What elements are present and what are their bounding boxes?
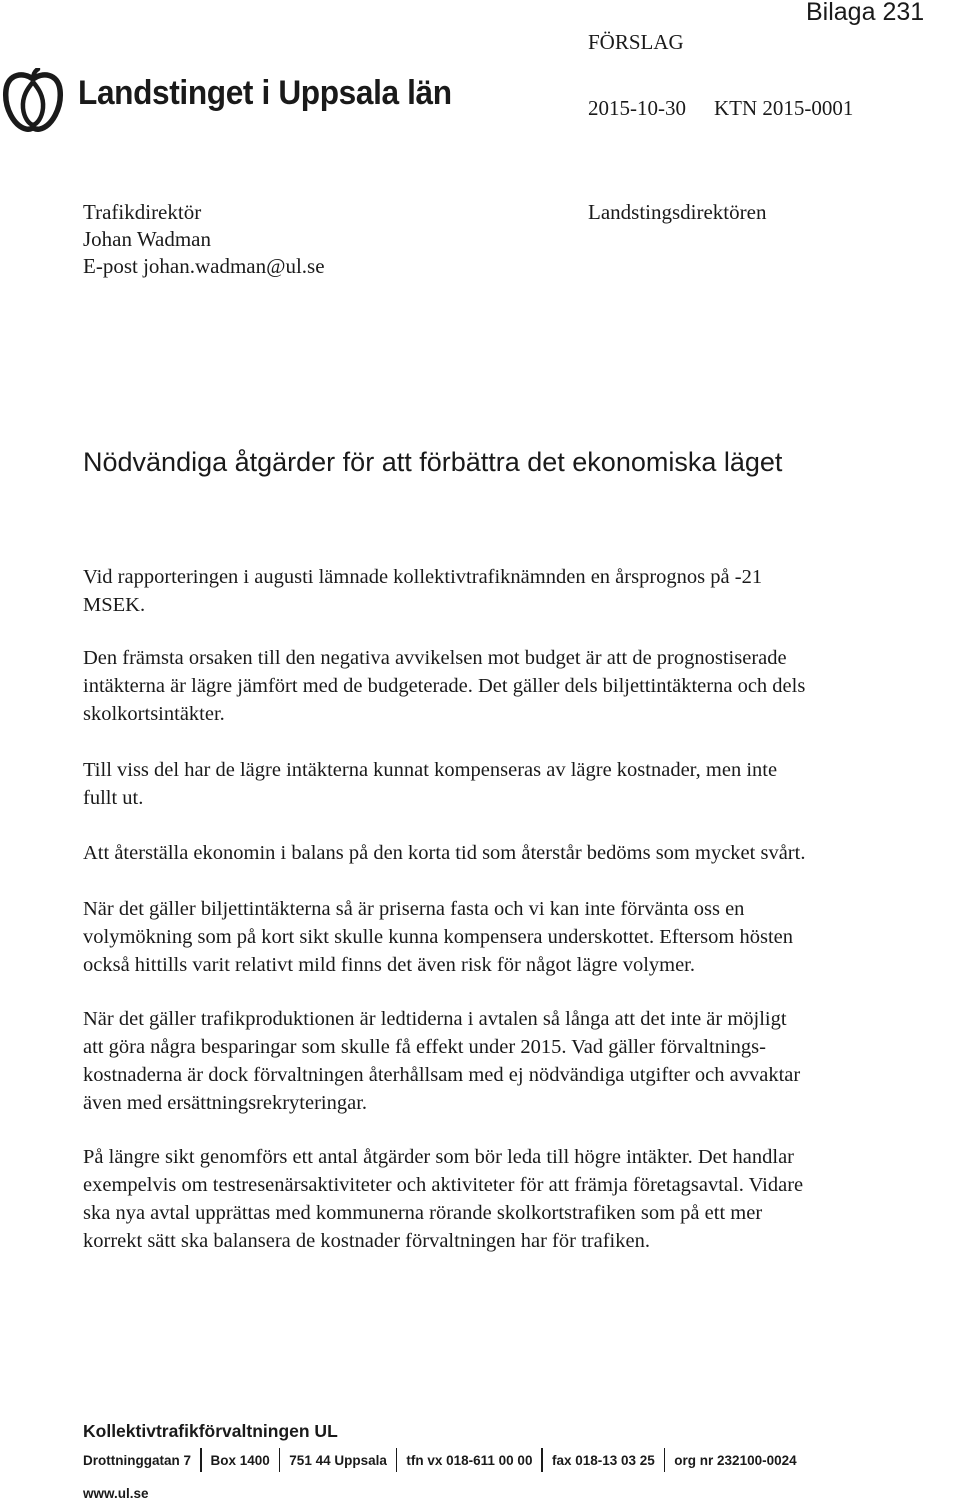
paragraph-line: korrekt sätt ska balansera de kostnader förvaltningen har för trafiken. <box>83 1230 650 1252</box>
paragraph <box>83 1143 933 1255</box>
footer-phone: tfn vx 018-611 00 00 <box>406 1452 533 1468</box>
recipient: Landstingsdirektören <box>588 200 767 224</box>
document-date: 2015-10-30 <box>588 96 686 120</box>
footer-postal: 751 44 Uppsala <box>289 1452 387 1468</box>
paragraph-line: intäkterna är lägre jämfört med de budgeterade. Det gäller dels biljettintäkterna och dels <box>83 675 806 697</box>
sender-email: E-post johan.wadman@ul.se <box>83 254 325 278</box>
paragraph-line: också hittills varit relativt mild finns det även risk för något lägre volymer. <box>83 954 696 976</box>
paragraph-line: exempelvis om testresenärsaktiviteter och aktiviteter för att främja företagsavtal. Vidare <box>83 1174 804 1196</box>
paragraph-line: Att återställa ekonomin i balans på den korta tid som återstår bedöms som mycket svårt. <box>83 842 806 864</box>
document-title: Nödvändiga åtgärder för att förbättra det ekonomiska läget <box>83 447 783 477</box>
attachment-label: Bilaga 231 <box>806 0 925 26</box>
paragraph-line: Vid rapporteringen i augusti lämnade kollektivtrafiknämnden en årsprognos på -21 <box>83 566 763 588</box>
paragraph-line: När det gäller biljettintäkterna så är priserna fasta och vi kan inte förvänta oss en <box>83 898 745 920</box>
paragraph-line: På längre sikt genomförs ett antal åtgärder som bör leda till högre intäkter. Det handlar <box>83 1146 795 1168</box>
paragraph-line: att göra några besparingar som skulle få effekt under 2015. Vad gäller förvaltnings- <box>83 1036 766 1058</box>
footer-box: Box 1400 <box>210 1452 270 1468</box>
sender-name: Johan Wadman <box>83 227 211 251</box>
footer-contact-row <box>83 1448 806 1472</box>
sender-role: Trafikdirektör <box>83 200 202 224</box>
paragraph-line: även med ersättningsrekryteringar. <box>83 1092 368 1114</box>
paragraph <box>83 895 933 979</box>
paragraph-line: När det gäller trafikproduktionen är ledtiderna i avtalen så långa att det inte är möjligt <box>83 1008 787 1030</box>
footer-website-link[interactable]: www.ul.se <box>83 1486 149 1501</box>
logo-wordmark: Landstinget i Uppsala län <box>78 74 452 112</box>
paragraph <box>83 1005 933 1117</box>
paragraph-line: ska nya avtal upprättas med kommunerna rörande skolkortstrafiken som på ett mer <box>83 1202 763 1224</box>
footer-org-number: org nr 232100-0024 <box>674 1452 797 1468</box>
date-and-case <box>588 96 853 121</box>
footer-address: Drottninggatan 7 <box>83 1452 191 1468</box>
paragraph-line: MSEK. <box>83 594 146 616</box>
paragraph <box>83 839 933 867</box>
case-number: KTN 2015-0001 <box>714 96 854 120</box>
apple-logo-icon <box>2 68 64 132</box>
paragraph-line: Till viss del har de lägre intäkterna kunnat kompenseras av lägre kostnader, men inte <box>83 759 778 781</box>
document-status: FÖRSLAG <box>588 30 684 54</box>
sender-block <box>83 199 325 280</box>
paragraph <box>83 756 933 812</box>
footer-fax: fax 018-13 03 25 <box>551 1452 655 1468</box>
paragraph-line: fullt ut. <box>83 787 144 809</box>
paragraph-line: skolkortsintäkter. <box>83 703 225 725</box>
paragraph <box>83 563 933 619</box>
footer-organization: Kollektivtrafikförvaltningen UL <box>83 1421 338 1441</box>
paragraph-line: kostnaderna är dock förvaltningen återhållsam med ej nödvändiga utgifter och avvaktar <box>83 1064 801 1086</box>
paragraph-line: Den främsta orsaken till den negativa avvikelsen mot budget är att de prognostiserade <box>83 647 787 669</box>
paragraph <box>83 644 933 728</box>
paragraph-line: volymökning som på kort sikt skulle kunna kompensera underskottet. Eftersom hösten <box>83 926 793 948</box>
